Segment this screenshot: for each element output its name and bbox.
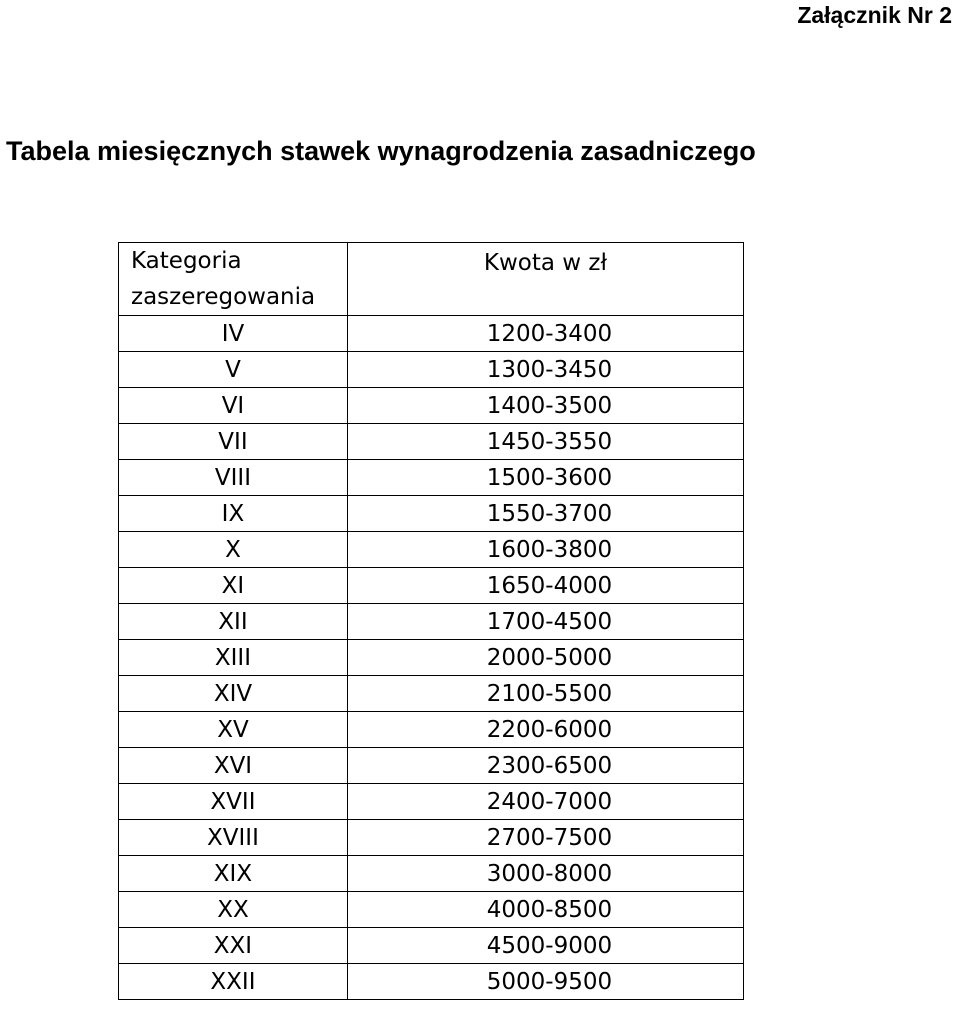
attachment-label: Załącznik Nr 2: [797, 2, 952, 28]
amount-cell: 1400-3500: [347, 388, 743, 424]
amount-cell: 1500-3600: [347, 460, 743, 496]
category-cell: XIII: [119, 640, 348, 676]
category-cell: VII: [119, 424, 348, 460]
table-header-row: [119, 243, 744, 316]
category-cell: IV: [119, 316, 348, 352]
category-cell: V: [119, 352, 348, 388]
amount-cell: 1200-3400: [347, 316, 743, 352]
salary-rates-table: [118, 242, 744, 1000]
amount-cell: 1650-4000: [347, 568, 743, 604]
amount-cell: 5000-9500: [347, 964, 743, 1000]
category-cell: IX: [119, 496, 348, 532]
category-cell: VIII: [119, 460, 348, 496]
amount-cell: 4500-9000: [347, 928, 743, 964]
table-row: [119, 352, 744, 388]
table-row: [119, 712, 744, 748]
table-row: [119, 676, 744, 712]
amount-cell: 4000-8500: [347, 892, 743, 928]
category-cell: XV: [119, 712, 348, 748]
table-row: [119, 568, 744, 604]
table-body: [119, 316, 744, 1000]
amount-cell: 1300-3450: [347, 352, 743, 388]
column-header-category: [119, 243, 348, 316]
table-row: [119, 820, 744, 856]
amount-cell: 1700-4500: [347, 604, 743, 640]
amount-cell: 2300-6500: [347, 748, 743, 784]
category-cell: XI: [119, 568, 348, 604]
category-cell: VI: [119, 388, 348, 424]
category-cell: XII: [119, 604, 348, 640]
category-cell: XIV: [119, 676, 348, 712]
amount-cell: 1550-3700: [347, 496, 743, 532]
table-row: [119, 532, 744, 568]
category-cell: XXII: [119, 964, 348, 1000]
amount-cell: 3000-8000: [347, 856, 743, 892]
table-row: [119, 856, 744, 892]
amount-cell: 2400-7000: [347, 784, 743, 820]
category-cell: XVIII: [119, 820, 348, 856]
amount-cell: 2000-5000: [347, 640, 743, 676]
table-row: [119, 928, 744, 964]
category-cell: XVII: [119, 784, 348, 820]
table-row: [119, 388, 744, 424]
column-header-category-line2: zaszeregowania: [131, 284, 316, 310]
amount-cell: 1600-3800: [347, 532, 743, 568]
amount-cell: 2700-7500: [347, 820, 743, 856]
table-row: [119, 604, 744, 640]
column-header-amount: Kwota w zł: [347, 243, 743, 316]
amount-cell: 1450-3550: [347, 424, 743, 460]
column-header-category-line1: Kategoria: [131, 248, 242, 274]
amount-cell: 2100-5500: [347, 676, 743, 712]
table-row: [119, 748, 744, 784]
page-title: Tabela miesięcznych stawek wynagrodzenia zasadniczego: [6, 136, 756, 166]
table-row: [119, 316, 744, 352]
table-row: [119, 784, 744, 820]
category-cell: XX: [119, 892, 348, 928]
table-row: [119, 424, 744, 460]
category-cell: XIX: [119, 856, 348, 892]
category-cell: XXI: [119, 928, 348, 964]
table-row: [119, 496, 744, 532]
table-row: [119, 892, 744, 928]
table-row: [119, 964, 744, 1000]
table-row: [119, 640, 744, 676]
amount-cell: 2200-6000: [347, 712, 743, 748]
category-cell: X: [119, 532, 348, 568]
table-row: [119, 460, 744, 496]
category-cell: XVI: [119, 748, 348, 784]
